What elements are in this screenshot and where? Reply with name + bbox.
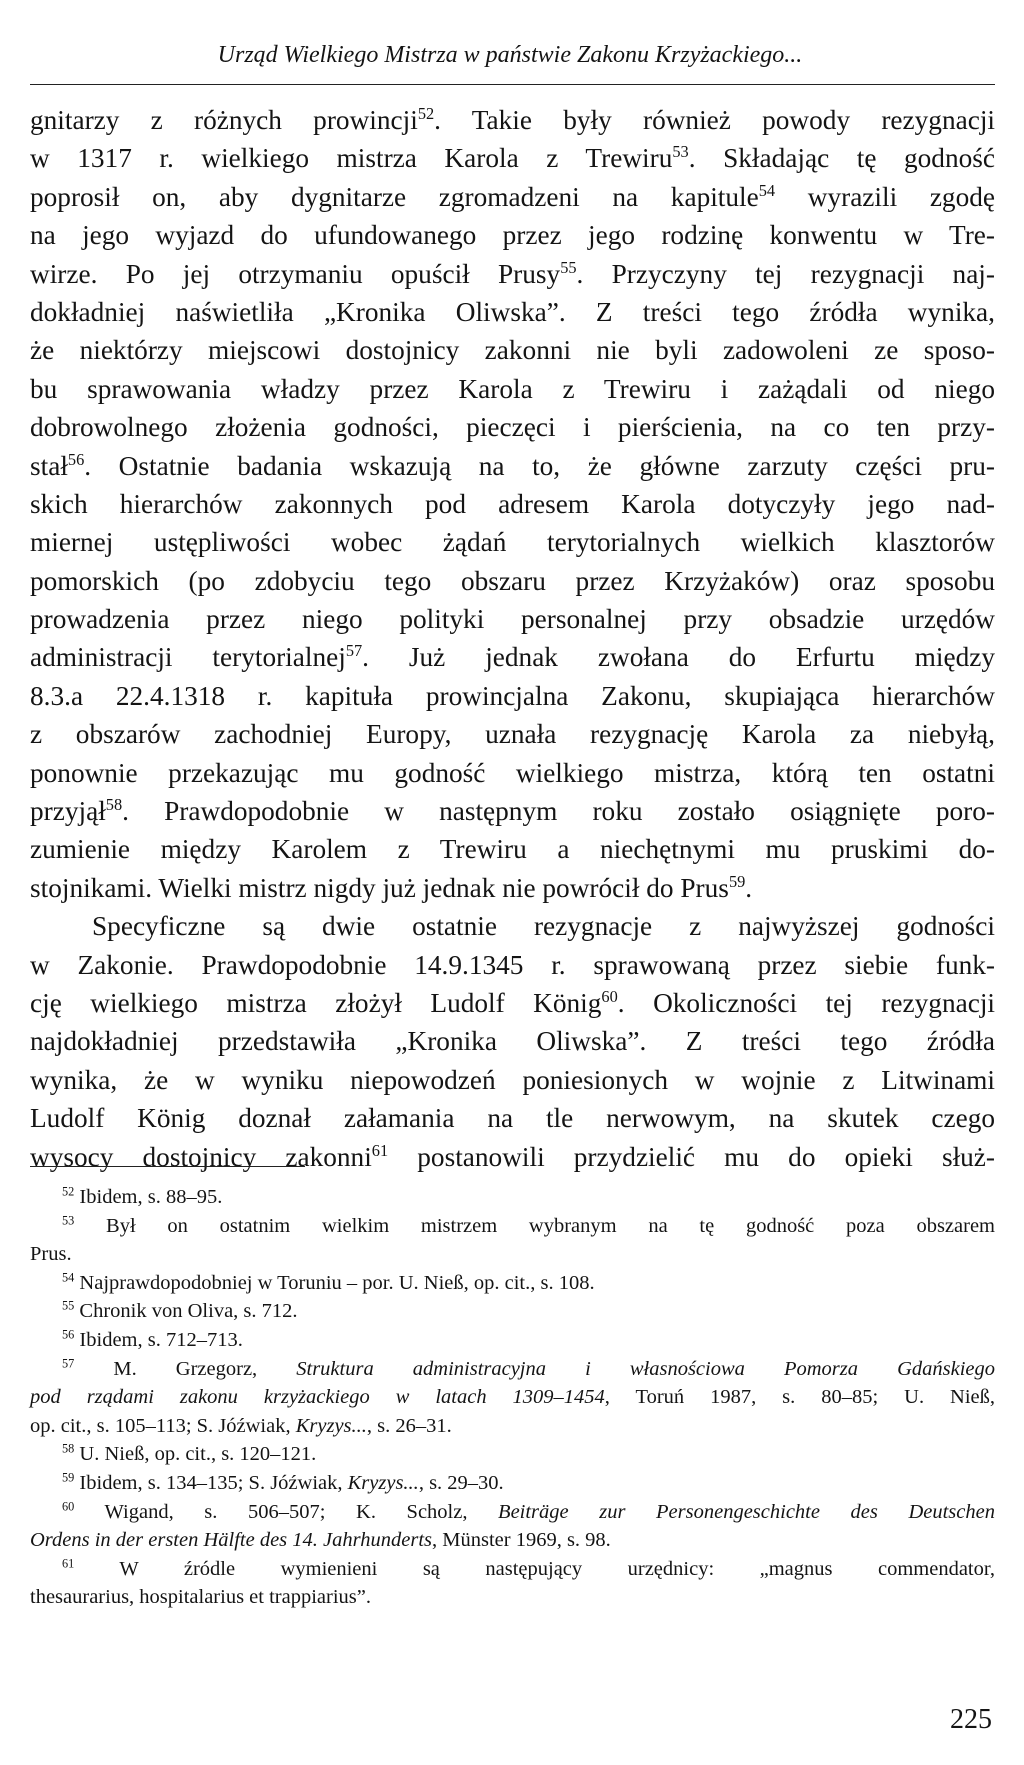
- footnote-line: $^{59}$ Ibidem, s. 134–135; S. Jóźwiak, Kryzys..., s. 29–30.: [62, 1470, 504, 1494]
- body-line: w Zakonie. Prawdopodobnie 14.9.1345 r. sprawowaną przez siebie funk-: [30, 949, 995, 980]
- footnote-marker: 59: [62, 1470, 75, 1485]
- body-line: bu sprawowania władzy przez Karola z Trewiru i zażądali od niego: [30, 373, 995, 404]
- footnotes: [30, 1183, 995, 1612]
- footnote-marker: 60: [62, 1498, 75, 1513]
- footnote-marker: 55: [62, 1298, 75, 1313]
- footnote-marker: 58: [62, 1441, 75, 1456]
- body-line: stojnikami. Wielki mistrz nigdy już jednak nie powrócił do Prus$^{59}$.: [30, 871, 753, 903]
- body-line: na jego wyjazd do ufundowanego przez jego rodzinę konwentu w Tre-: [30, 220, 995, 251]
- body-line: administracji terytorialnej$^{57}$. Już jednak zwołana do Erfurtu między: [30, 641, 995, 673]
- footnote-line: $^{54}$ Najprawdopodobniej w Toruniu – por. U. Nieß, op. cit., s. 108.: [62, 1270, 595, 1294]
- body-line: Specyficzne są dwie ostatnie rezygnacje z najwyższej godności: [92, 911, 995, 942]
- footnote-marker: 59: [728, 871, 746, 891]
- body-line: ponownie przekazując mu godność wielkiego mistrza, którą ten ostatni: [30, 757, 995, 788]
- body-line: gnitarzy z różnych prowincji$^{52}$. Takie były również powody rezygnacji: [30, 103, 996, 135]
- body-line: cję wielkiego mistrza złożył Ludolf König$^{60}$. Okoliczności tej rezygnacji: [30, 986, 995, 1018]
- footnote-line: $^{58}$ U. Nieß, op. cit., s. 120–121.: [62, 1441, 317, 1466]
- footnote-separator: [30, 1166, 305, 1167]
- footnote-line: $^{56}$ Ibidem, s. 712–713.: [62, 1327, 243, 1351]
- footnote-marker: 53: [62, 1212, 75, 1227]
- body-line: z obszarów zachodniej Europy, uznała rezygnację Karola za niebyłą,: [30, 719, 995, 750]
- footnote-marker: 52: [62, 1184, 75, 1199]
- footnote-marker: 61: [371, 1140, 389, 1160]
- body-line: wynika, że w wyniku niepowodzeń poniesionych w wojnie z Litwinami: [30, 1064, 995, 1095]
- footnote-line: $^{57}$ M. Grzegorz, Struktura administracyjna i własnościowa Pomorza Gdańskiego: [62, 1355, 995, 1380]
- body-line: miernej ustępliwości wobec żądań terytorialnych wielkich klasztorów: [30, 527, 995, 558]
- header-rule: [30, 84, 995, 85]
- body-line: najdokładniej przedstawiła „Kronika Oliwska”. Z treści tego źródła: [30, 1026, 995, 1057]
- footnote-marker: 56: [62, 1327, 75, 1342]
- body-line: zumienie między Karolem z Trewiru a niechętnymi mu pruskimi do-: [30, 834, 995, 865]
- italic-title: Kryzys...: [295, 1414, 367, 1437]
- footnote-line: Prus.: [30, 1243, 72, 1266]
- footnote-line: pod rządami zakonu krzyżackiego w latach 1309–1454, Toruń 1987, s. 80–85; U. Nieß,: [30, 1386, 995, 1409]
- italic-title: pod rządami zakonu krzyżackiego w latach 1309–1454: [30, 1386, 605, 1409]
- body-text: [30, 101, 995, 1176]
- footnote-marker: 61: [62, 1556, 75, 1571]
- footnote-line: $^{53}$ Był on ostatnim wielkim mistrzem wybranym na tę godność poza obszarem: [62, 1212, 995, 1237]
- footnote-marker: 58: [105, 794, 123, 814]
- body-line: w 1317 r. wielkiego mistrza Karola z Trewiru$^{53}$. Składając tę godność: [30, 142, 995, 174]
- body-line: pomorskich (po zdobyciu tego obszaru przez Krzyżaków) oraz sposobu: [30, 565, 995, 596]
- italic-title: Kryzys...: [347, 1471, 419, 1494]
- body-line: poprosił on, aby dygnitarze zgromadzeni na kapitule$^{54}$ wyrazili zgodę: [30, 180, 995, 212]
- body-line: wirze. Po jej otrzymaniu opuścił Prusy$^{55}$. Przyczyny tej rezygnacji naj-: [30, 257, 995, 289]
- running-header: Urząd Wielkiego Mistrza w państwie Zakonu Krzyżackiego...: [217, 42, 803, 68]
- italic-title: Struktura administracyjna i własnościowa Pomorza Gdańskiego: [296, 1357, 995, 1380]
- body-line: prowadzenia przez niego polityki personalnej przy obsadzie urzędów: [30, 604, 995, 635]
- body-line: że niektórzy miejscowi dostojnicy zakonni nie byli zadowoleni ze sposo-: [30, 335, 995, 366]
- italic-title: Beiträge zur Personengeschichte des Deutschen: [498, 1500, 995, 1523]
- footnote-line: $^{60}$ Wigand, s. 506–507; K. Scholz, Beiträge zur Personengeschichte des Deutschen: [62, 1498, 995, 1523]
- footnote-marker: 56: [67, 449, 85, 469]
- body-line: przyjął$^{58}$. Prawdopodobnie w następnym roku zostało osiągnięte poro-: [30, 794, 995, 827]
- footnote-marker: 54: [62, 1270, 75, 1285]
- footnote-marker: 57: [62, 1355, 75, 1370]
- body-line: wysocy dostojnicy zakonni$^{61}$ postanowili przydzielić mu do opieki służ-: [30, 1140, 996, 1172]
- footnote-line: $^{52}$ Ibidem, s. 88–95.: [62, 1184, 223, 1208]
- body-line: dokładniej naświetliła „Kronika Oliwska”. Z treści tego źródła wynika,: [30, 296, 995, 327]
- footnote-marker: 60: [601, 986, 618, 1006]
- body-line: skich hierarchów zakonnych pod adresem Karola dotyczyły jego nad-: [30, 488, 995, 519]
- footnote-marker: 57: [345, 641, 363, 661]
- footnote-marker: 53: [672, 142, 689, 162]
- footnote-line: op. cit., s. 105–113; S. Jóźwiak, Kryzys..., s. 26–31.: [30, 1414, 452, 1437]
- body-line: dobrowolnego złożenia godności, pieczęci i pierścienia, na co ten przy-: [30, 412, 995, 443]
- footnote-marker: 54: [758, 180, 776, 200]
- italic-title: Ordens in der ersten Hälfte des 14. Jahrhunderts: [30, 1529, 432, 1552]
- footnote-line: Ordens in der ersten Hälfte des 14. Jahrhunderts, Münster 1969, s. 98.: [30, 1529, 611, 1552]
- footnote-line: $^{55}$ Chronik von Oliva, s. 712.: [62, 1298, 298, 1323]
- body-line: stał$^{56}$. Ostatnie badania wskazują na to, że główne zarzuty części pru-: [30, 449, 995, 481]
- footnote-line: thesaurarius, hospitalarius et trappiarius”.: [30, 1586, 371, 1609]
- page-number: 225: [950, 1704, 992, 1735]
- footnote-marker: 52: [417, 103, 435, 123]
- footnote-line: $^{61}$ W źródle wymienieni są następujący urzędnicy: „magnus commendator,: [62, 1556, 995, 1580]
- footnote-marker: 55: [560, 257, 577, 277]
- body-line: 8.3.a 22.4.1318 r. kapituła prowincjalna Zakonu, skupiająca hierarchów: [30, 680, 995, 711]
- body-line: Ludolf König doznał załamania na tle nerwowym, na skutek czego: [30, 1103, 995, 1134]
